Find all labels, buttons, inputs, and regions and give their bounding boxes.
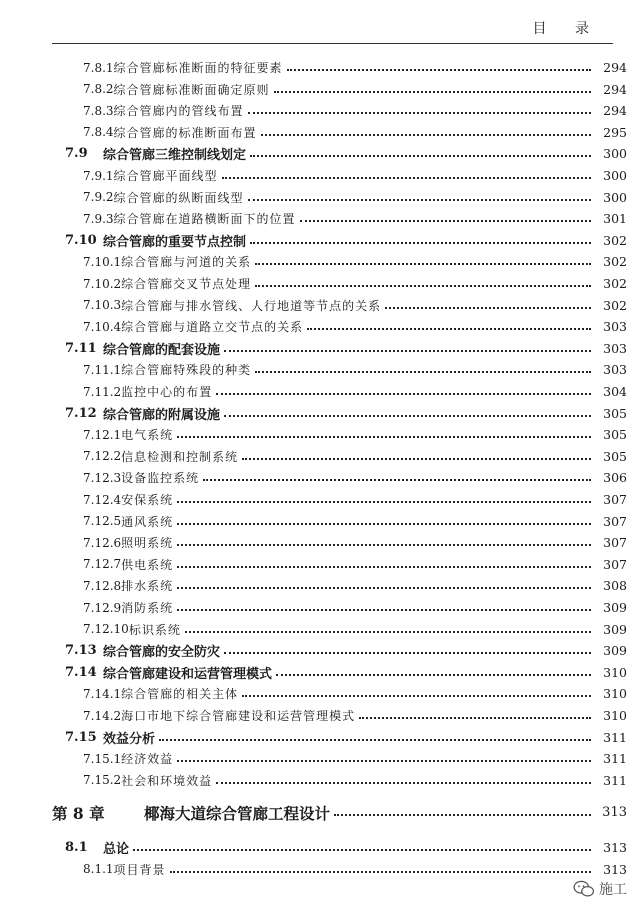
dot-leader: [224, 651, 591, 654]
dot-leader: [250, 241, 591, 244]
toc-entry-number: 7.10: [65, 232, 97, 248]
toc-subsection-entry[interactable]: [0, 359, 643, 380]
toc-entry-page: 311: [603, 751, 627, 767]
toc-entry-page: 300: [603, 189, 627, 205]
toc-entry-page: 302: [603, 254, 627, 270]
toc-entry-page: 309: [603, 600, 627, 615]
toc-entry-number: 7.11.2: [83, 384, 122, 399]
toc-entry-title: 排水系统: [121, 579, 174, 594]
toc-entry-number: 7.8.4: [83, 125, 114, 140]
toc-entry-number: 7.8.1: [83, 60, 114, 75]
toc-entry-number: 7.13: [65, 643, 97, 659]
toc-entry-page: 309: [603, 643, 627, 659]
dot-leader: [274, 90, 591, 93]
toc-entry-number: 7.12.3: [83, 470, 122, 485]
dot-leader: [359, 716, 591, 719]
toc-entry-page: 313: [602, 805, 627, 821]
toc-entry-title: 综合管廊建设和运营管理模式: [103, 666, 273, 682]
toc-subsection-entry[interactable]: [0, 619, 643, 640]
dot-leader: [250, 154, 591, 157]
toc-entry-number: 7.12.10: [83, 622, 129, 637]
toc-entry-page: 300: [603, 168, 627, 183]
toc-entry-number: 7.11: [65, 340, 97, 356]
toc-entry-page: 294: [603, 60, 627, 75]
dot-leader: [177, 522, 591, 525]
toc-entry-number: 7.15: [65, 729, 97, 745]
toc-entry-title: 标识系统: [128, 622, 181, 637]
toc-entry-number: 7.10.3: [83, 298, 122, 313]
toc-entry-number: 7.9.2: [83, 190, 114, 205]
toc-entry-title: 电气系统: [121, 428, 174, 443]
toc-entry-number: 7.14.2: [83, 708, 122, 723]
toc-entry-page: 311: [603, 772, 627, 788]
toc-subsection-entry[interactable]: [0, 424, 643, 445]
toc-entry-title: 综合管廊在道路横断面下的位置: [113, 212, 296, 227]
dot-leader: [248, 111, 591, 114]
dot-leader: [216, 392, 591, 395]
dot-leader: [177, 565, 591, 568]
toc-section-entry[interactable]: [0, 338, 643, 359]
toc-section-entry[interactable]: [0, 403, 643, 424]
toc-entry-number: 7.12.8: [83, 578, 122, 593]
toc-entry-page: 302: [603, 297, 627, 313]
toc-entry-page: 305: [603, 405, 627, 421]
toc-entry-page: 302: [603, 232, 627, 248]
toc-entry-title: 综合管廊标准断面的特征要素: [113, 61, 283, 75]
toc-entry-number: 7.12.2: [83, 449, 122, 464]
toc-entry-number: 8.1: [65, 840, 88, 856]
toc-entry-title: 通风系统: [121, 514, 174, 529]
toc-entry-title: 项目背景: [113, 862, 166, 877]
toc-entry-number: 7.14: [65, 664, 97, 680]
dot-leader: [385, 306, 591, 309]
dot-leader: [255, 284, 591, 287]
dot-leader: [177, 586, 591, 589]
toc-subsection-entry[interactable]: [0, 859, 643, 880]
toc-subsection-entry[interactable]: [0, 122, 643, 143]
toc-entry-number: 8.1.1: [83, 862, 114, 877]
toc-entry-number: 7.11.1: [83, 362, 122, 377]
toc-subsection-entry[interactable]: [0, 554, 643, 575]
toc-entry-number: 7.10.4: [83, 319, 122, 334]
toc-entry-number: 7.8.3: [83, 103, 114, 118]
dot-leader: [177, 435, 591, 438]
dot-leader: [203, 478, 591, 481]
toc-entry-title: 综合管廊平面线型: [113, 169, 218, 183]
toc-entry-page: 308: [603, 578, 627, 594]
toc-entry-number: 7.10.2: [83, 276, 122, 291]
toc-entry-number: 7.12.6: [83, 535, 122, 550]
toc-entry-title: 供电系统: [121, 557, 174, 572]
dot-leader: [255, 370, 591, 373]
toc-entry-page: 295: [603, 124, 627, 140]
toc-subsection-entry[interactable]: [0, 316, 643, 337]
toc-subsection-entry[interactable]: [0, 251, 643, 272]
toc-subsection-entry[interactable]: [0, 683, 643, 704]
dot-leader: [334, 813, 591, 816]
dot-leader: [224, 349, 591, 352]
toc-entry-page: 300: [603, 146, 627, 162]
toc-subsection-entry[interactable]: [0, 208, 643, 229]
toc-entry-title: 综合管廊与河道的关系: [121, 255, 252, 270]
toc-entry-number: 7.8.2: [83, 82, 114, 97]
toc-entry-page: 311: [603, 729, 627, 745]
dot-leader: [177, 759, 591, 762]
header-title: 目 录: [532, 21, 601, 37]
toc-entry-number: 7.12.7: [83, 557, 122, 572]
toc-subsection-entry[interactable]: [0, 165, 643, 186]
toc-subsection-entry[interactable]: [0, 295, 643, 316]
toc-entry-page: 305: [603, 427, 627, 443]
watermark-text: 施工: [599, 882, 627, 898]
toc-entry-page: 307: [603, 535, 627, 551]
toc-subsection-entry[interactable]: [0, 446, 643, 467]
dot-leader: [133, 848, 591, 851]
toc-subsection-entry[interactable]: [0, 273, 643, 294]
toc-entry-page: 303: [603, 362, 627, 378]
toc-entry-number: 第 8 章: [52, 803, 105, 823]
toc-entry-title: 安保系统: [121, 493, 174, 507]
toc-section-entry[interactable]: [0, 230, 643, 251]
toc-subsection-entry[interactable]: [0, 575, 643, 596]
toc-entry-page: 294: [603, 103, 627, 119]
dot-leader: [248, 198, 591, 201]
toc-entry-title: 消防系统: [121, 601, 174, 615]
dot-leader: [177, 608, 591, 611]
toc-section-entry[interactable]: [0, 143, 643, 164]
toc-subsection-entry[interactable]: [0, 770, 643, 791]
toc-section-entry[interactable]: [0, 640, 643, 661]
dot-leader: [242, 457, 591, 460]
toc-subsection-entry[interactable]: [0, 467, 643, 488]
toc-entry-number: 7.15.1: [83, 751, 122, 766]
toc-entry-title: 设备监控系统: [121, 471, 200, 486]
page-header: [0, 0, 643, 44]
toc-entry-page: 305: [603, 448, 627, 464]
toc-entry-page: 294: [603, 81, 627, 97]
toc-subsection-entry[interactable]: [0, 187, 643, 208]
toc-entry-title: 综合管廊的重要节点控制: [103, 234, 247, 250]
toc-subsection-entry[interactable]: [0, 597, 643, 618]
toc-subsection-entry[interactable]: [0, 489, 643, 510]
toc-entry-title: 综合管廊内的管线布置: [113, 104, 244, 119]
toc-subsection-entry[interactable]: [0, 748, 643, 769]
toc-entry-page: 310: [603, 686, 627, 702]
toc-chapter-entry[interactable]: [0, 802, 643, 823]
dot-leader: [185, 630, 591, 633]
toc-section-entry[interactable]: [0, 727, 643, 748]
toc-subsection-entry[interactable]: [0, 57, 643, 78]
toc-entry-page: 303: [603, 340, 627, 356]
toc-entry-page: 313: [603, 840, 627, 856]
toc-entry-title: 照明系统: [121, 536, 174, 551]
toc-entry-page: 303: [603, 319, 627, 335]
toc-entry-page: 309: [603, 621, 627, 637]
toc-section-entry[interactable]: [0, 662, 643, 683]
toc-entry-number: 7.12.9: [83, 600, 122, 615]
toc-subsection-entry[interactable]: [0, 532, 643, 553]
toc-entry-title: 海口市地下综合管廊建设和运营管理模式: [121, 709, 356, 723]
toc-entry-title: 综合管廊的标准断面布置: [113, 125, 257, 140]
toc-subsection-entry[interactable]: [0, 381, 643, 402]
toc-entry-title: 经济效益: [121, 752, 174, 767]
toc-entry-number: 7.12: [65, 405, 97, 421]
dot-leader: [242, 694, 591, 697]
toc-entry-page: 310: [603, 664, 627, 680]
dot-leader: [287, 68, 591, 71]
dot-leader: [170, 870, 591, 873]
toc-entry-page: 310: [603, 708, 627, 723]
toc-subsection-entry[interactable]: [0, 705, 643, 726]
toc-subsection-entry[interactable]: [0, 79, 643, 100]
toc-entry-title: 综合管廊的纵断面线型: [113, 190, 244, 205]
dot-leader: [216, 781, 591, 784]
toc-entry-number: 7.12.1: [83, 427, 122, 442]
dot-leader: [177, 543, 591, 546]
toc-entry-number: 7.14.1: [83, 686, 122, 701]
toc-entry-title: 综合管廊三维控制线划定: [103, 148, 247, 164]
toc-entry-title: 监控中心的布置: [121, 385, 213, 399]
toc-entry-page: 302: [603, 276, 627, 291]
toc-entry-number: 7.12.5: [83, 514, 122, 529]
dot-leader: [276, 673, 591, 676]
toc-entry-title: 信息检测和控制系统: [121, 449, 239, 464]
toc-entry-title: 总论: [103, 842, 130, 858]
dot-leader: [300, 219, 591, 222]
toc-entry-title: 社会和环境效益: [121, 773, 213, 788]
toc-entry-title: 综合管廊交叉节点处理: [121, 277, 252, 291]
dot-leader: [159, 738, 591, 741]
toc-entry-title: 综合管廊标准断面确定原则: [113, 82, 270, 97]
dot-leader: [261, 133, 591, 136]
toc-entry-number: 7.10.1: [83, 254, 122, 269]
toc-entry-number: 7.15.2: [83, 773, 122, 788]
toc-entry-title: 综合管廊的安全防灾: [103, 645, 221, 661]
toc-entry-title: 综合管廊与道路立交节点的关系: [121, 320, 304, 335]
toc-entry-page: 313: [603, 861, 627, 877]
wechat-icon: [573, 880, 595, 898]
toc-entry-page: 307: [603, 492, 627, 507]
toc-entry-number: 7.9.1: [83, 168, 114, 183]
toc-entry-page: 307: [603, 556, 627, 572]
toc-entry-page: 304: [603, 384, 627, 399]
toc-entry-number: 7.9: [65, 146, 88, 162]
dot-leader: [307, 327, 591, 330]
dot-leader: [222, 176, 591, 179]
toc-subsection-entry[interactable]: [0, 511, 643, 532]
watermark: [573, 879, 627, 899]
toc-entry-title: 综合管廊与排水管线、人行地道等节点的关系: [121, 298, 382, 313]
toc-entry-number: 7.9.3: [83, 211, 114, 226]
header-divider: [52, 43, 613, 44]
toc-entry-page: 301: [603, 211, 627, 227]
toc-entry-title: 综合管廊的相关主体: [121, 687, 239, 702]
toc-entry-title: 效益分析: [103, 731, 156, 747]
toc-entry-title: 综合管廊特殊段的种类: [121, 363, 252, 378]
dot-leader: [177, 500, 591, 503]
dot-leader: [224, 414, 591, 417]
toc-entry-title: 综合管廊的附属设施: [103, 407, 221, 423]
toc-entry-title: 综合管廊的配套设施: [103, 342, 221, 358]
toc-entry-number: 7.12.4: [83, 492, 122, 507]
toc-entry-title: 椰海大道综合管廊工程设计: [144, 803, 331, 823]
toc-entry-page: 307: [603, 513, 627, 529]
dot-leader: [255, 262, 591, 265]
toc-section-entry[interactable]: [0, 837, 643, 858]
toc-entry-page: 306: [603, 470, 627, 486]
toc-subsection-entry[interactable]: [0, 100, 643, 121]
